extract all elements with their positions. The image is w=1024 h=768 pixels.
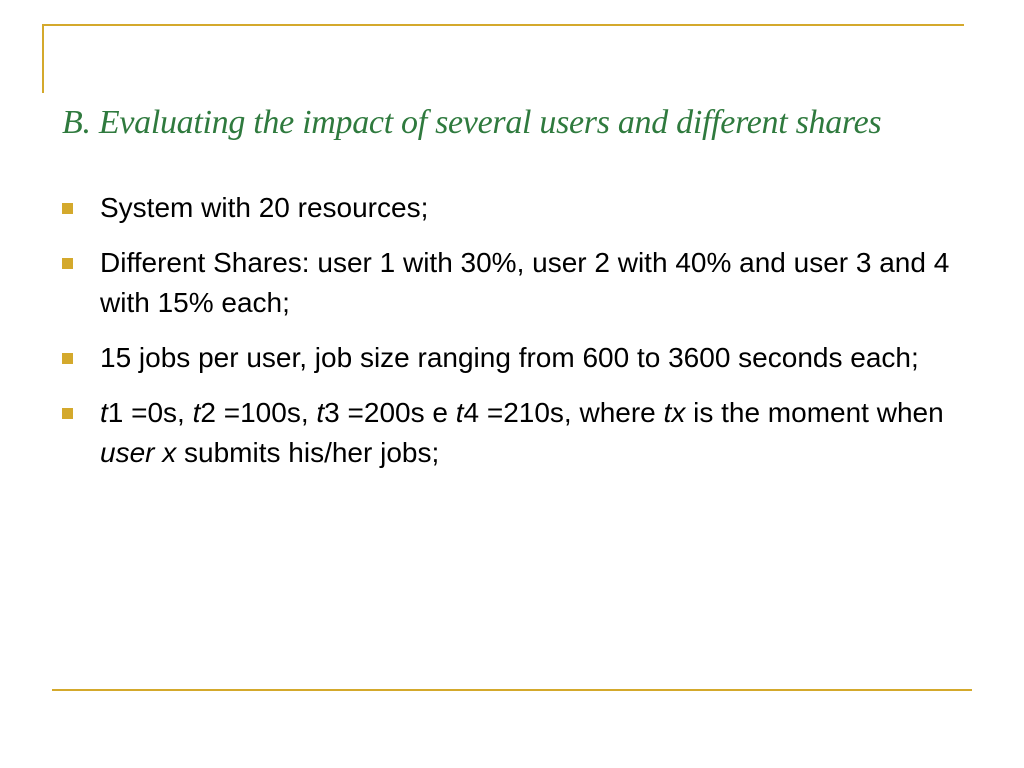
- text-end: submits his/her jobs;: [176, 437, 440, 468]
- square-bullet-icon: [62, 353, 73, 364]
- bullet-text: [100, 397, 944, 468]
- bullet-list: [62, 188, 962, 488]
- square-bullet-icon: [62, 408, 73, 419]
- bullet-item-submission-times: [62, 393, 962, 473]
- square-bullet-icon: [62, 258, 73, 269]
- slide-title: B. Evaluating the impact of several users and different shares: [62, 104, 882, 141]
- bullet-text: Different Shares: user 1 with 30%, user 2 with 40% and user 3 and 4 with 15% each;: [100, 247, 950, 318]
- var-t1: t: [100, 397, 108, 428]
- bullet-text: System with 20 resources;: [100, 192, 429, 223]
- frame-bottom-line: [52, 689, 972, 691]
- bullet-item-resources: [62, 188, 962, 228]
- square-bullet-icon: [62, 203, 73, 214]
- value-t3: 3 =200s e: [324, 397, 456, 428]
- frame-top-line: [42, 24, 964, 26]
- text-mid: is the moment when: [685, 397, 944, 428]
- var-t2: t: [192, 397, 201, 428]
- var-t4: t: [455, 397, 464, 428]
- bullet-text: 15 jobs per user, job size ranging from 600 to 3600 seconds each;: [100, 342, 919, 373]
- value-t1: 1 =0s,: [107, 397, 193, 428]
- var-t3: t: [316, 397, 325, 428]
- bullet-item-shares: [62, 243, 962, 323]
- var-tx: tx: [663, 397, 686, 428]
- bullet-item-jobs: [62, 338, 962, 378]
- value-t4: 4 =210s, where: [463, 397, 664, 428]
- var-user-x: user x: [100, 437, 177, 468]
- frame-left-line: [42, 24, 44, 93]
- value-t2: 2 =100s,: [200, 397, 317, 428]
